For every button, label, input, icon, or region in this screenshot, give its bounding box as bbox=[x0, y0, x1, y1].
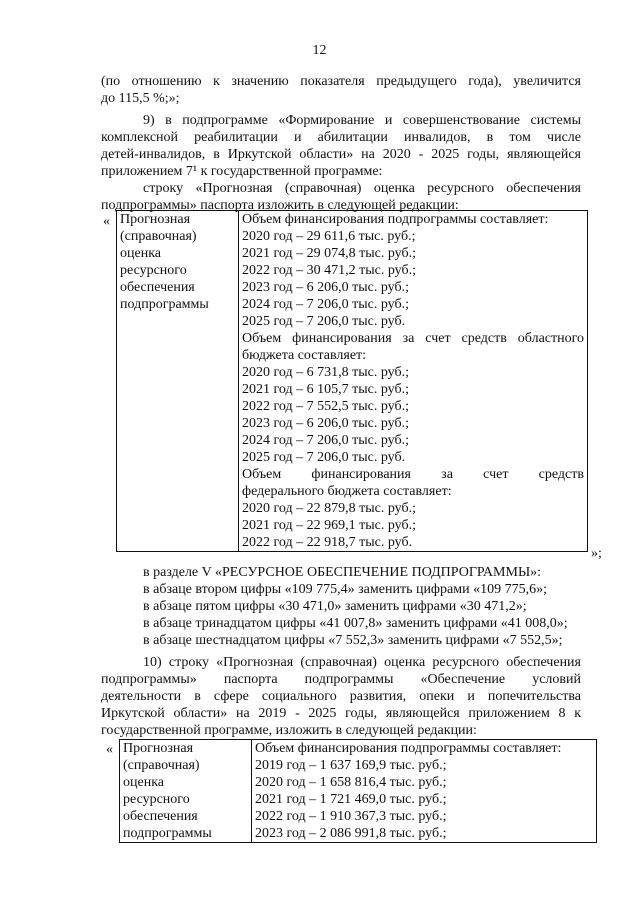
table1-value-line: 2025 год – 7 206,0 тыс. руб. bbox=[242, 314, 406, 329]
section-line-4: в абзаце тринадцатом цифры «41 007,8» заменить цифрами «41 008,0»; bbox=[143, 616, 568, 631]
table1-value-line: 2023 год – 6 206,0 тыс. руб.; bbox=[242, 416, 409, 431]
close-quote-1: »; bbox=[591, 546, 602, 561]
item10-line-1: 10) строку «Прогнозная (справочная) оценка ресурсного обеспечения bbox=[143, 655, 581, 670]
item9-line-2: комплексной реабилитации и абилитации инвалидов, в том числе bbox=[101, 130, 581, 145]
item9-line-3: детей-инвалидов, в Иркутской области» на 2020 - 2025 годы, являющейся bbox=[101, 147, 581, 162]
table1-value-line: 2021 год – 22 969,1 тыс. руб.; bbox=[242, 518, 416, 533]
table2-label-line: Прогнозная bbox=[123, 741, 194, 756]
table1-label-line: Прогнозная bbox=[120, 212, 191, 227]
table1-label-line: подпрограммы bbox=[120, 297, 209, 312]
table1-value-line: бюджета составляет: bbox=[242, 348, 367, 363]
section-line-1: в разделе V «РЕСУРСНОЕ ОБЕСПЕЧЕНИЕ ПОДПРОГРАММЫ»: bbox=[143, 565, 542, 580]
table2-label-line: обеспечения bbox=[123, 809, 198, 824]
table2-value-line: 2022 год – 1 910 367,3 тыс. руб.; bbox=[255, 809, 447, 824]
table1-value-line: Объем финансирования подпрограммы составляет: bbox=[242, 212, 549, 227]
table2-label-line: ресурсного bbox=[123, 792, 190, 807]
table1-value-line: 2021 год – 29 074,8 тыс. руб.; bbox=[242, 246, 416, 261]
table1-value-line: 2020 год – 29 611,6 тыс. руб.; bbox=[242, 229, 416, 244]
section-line-3: в абзаце пятом цифры «30 471,0» заменить цифрами «30 471,2»; bbox=[143, 599, 527, 614]
table2-value-cell bbox=[252, 740, 597, 843]
page-number: 12 bbox=[312, 43, 327, 58]
table2-label-line: оценка bbox=[123, 775, 165, 790]
table2-value-line: Объем финансирования подпрограммы составляет: bbox=[255, 741, 562, 756]
table1-value-line: 2022 год – 22 918,7 тыс. руб. bbox=[242, 535, 413, 550]
table1-value-line: 2020 год – 22 879,8 тыс. руб.; bbox=[242, 501, 416, 516]
resource-table-1 bbox=[116, 210, 588, 552]
table1-value-line: федерального бюджета составляет: bbox=[242, 484, 452, 499]
table1-value-line: Объем финансирования за счет средств bbox=[242, 467, 584, 482]
section-line-5: в абзаце шестнадцатом цифры «7 552,3» заменить цифрами «7 552,5»; bbox=[143, 633, 563, 648]
table2-value-line: 2019 год – 1 637 169,9 тыс. руб.; bbox=[255, 758, 447, 773]
table2-label-cell bbox=[120, 740, 252, 843]
table2-value-line: 2023 год – 2 086 991,8 тыс. руб.; bbox=[255, 826, 447, 841]
table1-label-cell bbox=[117, 211, 239, 552]
table2-label-line: (справочная) bbox=[123, 758, 200, 773]
table1-label-line: (справочная) bbox=[120, 229, 197, 244]
table2-label-line: подпрограммы bbox=[123, 826, 212, 841]
table1-label-line: ресурсного bbox=[120, 263, 187, 278]
section-line-2: в абзаце втором цифры «109 775,4» заменить цифрами «109 775,6»; bbox=[143, 582, 547, 597]
table1-value-line: 2021 год – 6 105,7 тыс. руб.; bbox=[242, 382, 409, 397]
resource-table-2 bbox=[119, 739, 597, 843]
instruction-line-2: подпрограммы» паспорта изложить в следующей редакции: bbox=[101, 198, 459, 213]
table1-value-cell bbox=[239, 211, 588, 552]
table1-value-line: 2023 год – 6 206,0 тыс. руб.; bbox=[242, 280, 409, 295]
table1-value-line: 2022 год – 30 471,2 тыс. руб.; bbox=[242, 263, 416, 278]
table1-value-line: 2024 год – 7 206,0 тыс. руб.; bbox=[242, 433, 409, 448]
item10-line-2: подпрограммы» паспорта подпрограммы «Обеспечение условий bbox=[101, 672, 581, 687]
intro-line-1: (по отношению к значению показателя предыдущего года), увеличится bbox=[101, 74, 581, 89]
open-quote-2: « bbox=[106, 742, 113, 757]
item10-line-3: деятельности в сфере социального развития, опеки и попечительства bbox=[101, 689, 581, 704]
intro-line-2: до 115,5 %;»; bbox=[101, 91, 180, 106]
item9-line-4: приложением 7¹ к государственной программе: bbox=[101, 164, 383, 179]
table1-value-line: 2024 год – 7 206,0 тыс. руб.; bbox=[242, 297, 409, 312]
table1-value-line: Объем финансирования за счет средств областного bbox=[242, 331, 584, 346]
item9-line-1: 9) в подпрограмме «Формирование и совершенствование системы bbox=[143, 113, 581, 128]
item10-line-4: Иркутской области» на 2019 - 2025 годы, являющейся приложением 8 к bbox=[101, 706, 581, 721]
item10-line-5: государственной программе, изложить в следующей редакции: bbox=[101, 723, 477, 738]
table1-label-line: оценка bbox=[120, 246, 162, 261]
table1-value-line: 2025 год – 7 206,0 тыс. руб. bbox=[242, 450, 406, 465]
table1-label-line: обеспечения bbox=[120, 280, 195, 295]
table2-value-line: 2020 год – 1 658 816,4 тыс. руб.; bbox=[255, 775, 447, 790]
table2-value-line: 2021 год – 1 721 469,0 тыс. руб.; bbox=[255, 792, 447, 807]
instruction-line-1: строку «Прогнозная (справочная) оценка ресурсного обеспечения bbox=[143, 181, 581, 196]
table1-value-line: 2022 год – 7 552,5 тыс. руб.; bbox=[242, 399, 409, 414]
open-quote-1: « bbox=[103, 214, 110, 229]
table1-value-line: 2020 год – 6 731,8 тыс. руб.; bbox=[242, 365, 409, 380]
